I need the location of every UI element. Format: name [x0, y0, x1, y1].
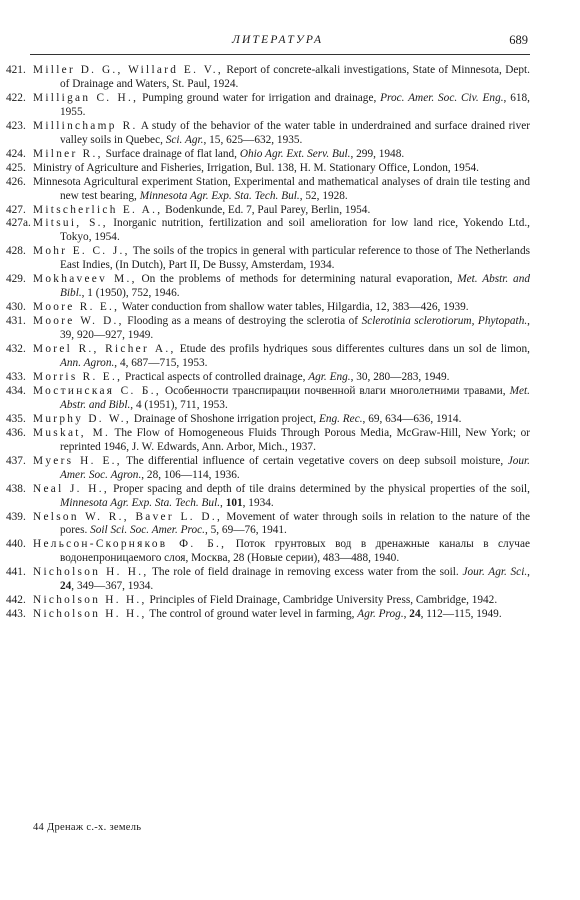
reference-text: The differential influence of certain vegetative covers on deep subsoil moisture, — [121, 454, 508, 467]
reference-entry: 427a.Mitsui, S., Inorganic nutrition, fertilization and soil amelioration for low land rice, Yokendo Ltd., Tokyo, 1954. — [6, 217, 530, 244]
reference-list — [6, 64, 531, 622]
reference-author: Moore W. D., — [33, 315, 124, 328]
reference-entry: 443.Nicholson H. H., The control of ground water level in farming, Agr. Prog., 24, 112—115, 1949. — [6, 608, 502, 621]
reference-text: , — [527, 566, 530, 579]
reference-source: Sclerotinia sclerotiorum, Phytopath. — [361, 315, 528, 328]
reference-entry: 438.Neal J. H., Proper spacing and depth of tile drains determined by the physical properties of the soil, Minnesota Agr. Exp. Sta. Tech. Bul., 101, 1934. — [6, 482, 530, 509]
reference-text: Flooding as a means of destroying the sclerotia of — [123, 315, 362, 328]
reference-text: , 30, 280—283, 1949. — [350, 370, 450, 383]
reference-entry: 439.Nelson W. R., Baver L. D., Movement of water through soils in relation to the nature of the pores. Soil Sci. Soc. Amer. Proc., 5, 69—76, 1941. — [6, 510, 531, 537]
reference-text: , 299, 1948. — [350, 147, 405, 160]
reference-source: Jour. Agr. Sci. — [462, 566, 528, 579]
reference-text: , 112—115, 1949. — [420, 608, 502, 621]
reference-source: Proc. Amer. Soc. Civ. Eng. — [380, 91, 504, 104]
reference-entry: 440.Нельсон-Скорняков Ф. Б., Поток грунтовых вод в дренажные каналы в случае водонепроницаемого слоя, Москва, 28 (Новые серии), 483—488, 1940. — [6, 538, 530, 565]
reference-text: , 349—367, 1934. — [71, 580, 154, 593]
reference-author: Millinchamp R. — [33, 119, 138, 132]
reference-text: , 4, 687—715, 1953. — [114, 357, 208, 370]
reference-text: Principles of Field Drainage, Cambridge University Press, Cambridge, 1942. — [146, 594, 498, 607]
reference-text: Etude des profils hydriques sous differentes cultures dans un sol de limon, — [175, 343, 531, 356]
reference-text: , 28, 106—114, 1936. — [141, 468, 240, 481]
reference-text: A study of the behavior of the water table in underdrained and surface drained river valley soils in Quebec, — [60, 119, 530, 146]
reference-author: Нельсон-Скорняков Ф. Б., — [33, 538, 227, 551]
reference-text: The role of field drainage in removing excess water from the soil. — [148, 566, 463, 579]
reference-text: Practical aspects of controlled drainage, — [122, 370, 309, 383]
reference-author: Moore R. E., — [33, 301, 120, 314]
reference-entry: 427.Mitscherlich E. A., Bodenkunde, Ed. 7, Paul Parey, Berlin, 1954. — [6, 203, 371, 216]
reference-entry: 435.Murphy D. W., Drainage of Shoshone irrigation project, Eng. Rec., 69, 634—636, 1914. — [6, 412, 462, 425]
reference-entry: 437.Myers H. E., The differential influence of certain vegetative covers on deep subsoil moisture, Jour. Amer. Soc. Agron., 28, 106—114, 1936. — [6, 454, 530, 481]
reference-author: Mitsui, S., — [33, 217, 108, 230]
header-rule — [30, 54, 530, 55]
reference-author: Mokhaveev M., — [33, 273, 137, 286]
printer-signature: 44 Дренаж с.-х. земель — [33, 822, 142, 833]
reference-text: Drainage of Shoshone irrigation project, — [131, 412, 319, 425]
reference-text: Report of concrete-alkali investigations, State of Minnesota, Dept. of Drainage and Waters, St. Paul, 1924. — [60, 64, 530, 90]
reference-text: , 69, 634—636, 1914. — [362, 412, 462, 425]
reference-entry: 426.Minnesota Agricultural experiment Station, Experimental and mathematical analyses of drain tile testing and new test bearing, Minnesota Agr. Exp. Sta. Tech. Bul., 52, 1928. — [6, 175, 530, 202]
reference-entry: 423.Millinchamp R. A study of the behavior of the water table in underdrained and surface drained river valley soils in Quebec, Sci. Agr., 15, 625—632, 1935. — [6, 119, 530, 146]
reference-author: Milligan C. H., — [33, 91, 139, 104]
reference-author: Morel R., Richer A., — [33, 343, 176, 356]
reference-text: , 4 (1951), 711, 1953. — [130, 398, 228, 411]
reference-entry: 424.Milner R., Surface drainage of flat land, Ohio Agr. Ext. Serv. Bul., 299, 1948. — [6, 147, 405, 160]
reference-text: Ministry of Agriculture and Fisheries, Irrigation, Bul. 138, H. M. Stationary Office, London, 1954. — [33, 161, 479, 174]
reference-author: Myers H. E., — [33, 454, 122, 467]
reference-entry: 441.Nicholson H. H., The role of field drainage in removing excess water from the soil. Jour. Agr. Sci., 24, 349—367, 1934. — [6, 566, 530, 593]
reference-text: , 52, 1928. — [299, 189, 348, 202]
reference-author: Nicholson H. H., — [33, 594, 147, 607]
reference-text: Water conduction from shallow water tables, Hilgardia, 12, 383—426, 1939. — [119, 301, 469, 314]
reference-text: The control of ground water level in farming, — [146, 608, 358, 621]
reference-source: Met. Abstr. and Bibl. — [60, 273, 530, 300]
reference-author: Nelson W. R., Baver L. D., — [33, 510, 223, 523]
reference-source: Jour. Amer. Soc. Agron. — [60, 454, 530, 481]
reference-source: Minnesota Agr. Exp. Sta. Tech. Bul. — [139, 189, 300, 202]
reference-entry: 433.Morris R. E., Practical aspects of controlled drainage, Agr. Eng., 30, 280—283, 1949. — [6, 370, 450, 383]
reference-volume: 24 — [409, 608, 421, 621]
running-head: ЛИТЕРАТУРА — [232, 34, 324, 46]
reference-entry: 430.Moore R. E., Water conduction from shallow water tables, Hilgardia, 12, 383—426, 1939. — [6, 301, 469, 314]
reference-text: Поток грунтовых вод в дренажные каналы в случае водонепроницаемого слоя, Москва, 28 (Новые серии), 483—488, 1940. — [60, 538, 530, 565]
reference-author: Mohr E. C. J., — [33, 245, 130, 258]
reference-volume: 101 — [225, 496, 243, 509]
reference-entry: 432.Morel R., Richer A., Etude des profils hydriques sous differentes cultures dans un sol de limon, Ann. Agron., 4, 687—715, 1953. — [6, 343, 531, 370]
reference-text: , 39, 920—927, 1949. — [60, 315, 530, 342]
reference-author: Milner R., — [33, 147, 103, 160]
reference-entry: 429.Mokhaveev M., On the problems of methods for determining natural evaporation, Met. Abstr. and Bibl., 1 (1950), 752, 1946. — [6, 273, 530, 300]
reference-source: Eng. Rec. — [318, 412, 363, 425]
reference-author: Morris R. E., — [33, 370, 123, 383]
reference-entry: 425.Ministry of Agriculture and Fisheries, Irrigation, Bul. 138, H. M. Stationary Office, London, 1954. — [6, 161, 479, 174]
reference-text: Proper spacing and depth of tile drains determined by the physical properties of the soil, — [108, 482, 530, 495]
reference-author: Mitscherlich E. A., — [33, 203, 163, 216]
page-number: 689 — [509, 33, 528, 47]
reference-text: , 15, 625—632, 1935. — [203, 133, 303, 146]
reference-entry: 421.Miller D. G., Willard E. V., Report of concrete-alkali investigations, State of Minnesota, Dept. of Drainage and Waters, St. Paul, 1924. — [6, 64, 530, 90]
reference-volume: 24 — [60, 580, 72, 593]
reference-text: Surface drainage of flat land, — [102, 147, 240, 160]
reference-entry: 442.Nicholson H. H., Principles of Field Drainage, Cambridge University Press, Cambridge, 1942. — [6, 594, 498, 607]
reference-author: Murphy D. W., — [33, 412, 132, 425]
reference-entry: 428.Mohr E. C. J., The soils of the tropics in general with particular reference to those of The Netherlands East Indies, (In Dutch), Part II, De Bussy, Amsterdam, 1934. — [6, 245, 531, 272]
reference-entry: 436.Muskat, M. The Flow of Homogeneous Fluids Through Porous Media, McGraw-Hill, New York; or reprinted 1946, J. W. Edwards, Ann. Arbor, Mich., 1937. — [6, 426, 530, 453]
reference-source: Minnesota Agr. Exp. Sta. Tech. Bul. — [60, 496, 221, 509]
reference-author: Muskat, M. — [33, 426, 111, 439]
reference-source: Agr. Eng. — [308, 370, 351, 383]
reference-text: Pumping ground water for irrigation and drainage, — [138, 91, 381, 104]
reference-entry: 431.Moore W. D., Flooding as a means of destroying the sclerotia of Sclerotinia sclerotiorum, Phytopath., 39, 920—927, 1949. — [6, 315, 530, 342]
reference-author: Мостинская С. Б., — [33, 384, 161, 397]
reference-text: , 5, 69—76, 1941. — [204, 524, 287, 537]
reference-source: Sci. Agr. — [165, 133, 204, 146]
reference-text: , — [403, 608, 410, 621]
reference-text: Особенности транспирации почвенной влаги многолетними травами, — [160, 384, 510, 397]
reference-author: Nicholson H. H., — [33, 566, 149, 579]
reference-text: On the problems of methods for determining natural evaporation, — [136, 273, 458, 286]
reference-source: Ohio Agr. Ext. Serv. Bul. — [239, 147, 351, 160]
reference-text: , 618, 1955. — [60, 91, 530, 118]
reference-text: The soils of the tropics in general with particular reference to those of The Netherlands East Indies, (In Dutch), Part II, De Bussy, Amsterdam, 1934. — [60, 245, 531, 272]
reference-author: Nicholson H. H., — [33, 608, 147, 621]
reference-entry: 422.Milligan C. H., Pumping ground water for irrigation and drainage, Proc. Amer. Soc. Civ. Eng., 618, 1955. — [6, 91, 530, 118]
reference-source: Agr. Prog. — [357, 608, 404, 621]
reference-source: Ann. Agron. — [60, 357, 115, 370]
reference-text: Movement of water through soils in relation to the nature of the pores. — [60, 510, 531, 537]
reference-text: Inorganic nutrition, fertilization and soil amelioration for low land rice, Yokendo Ltd., Tokyo, 1954. — [60, 217, 530, 244]
reference-text: Minnesota Agricultural experiment Station, Experimental and mathematical analyses of drain tile testing and new test bearing, — [33, 175, 530, 202]
reference-text: , — [220, 496, 226, 509]
reference-source: Met. Abstr. and Bibl. — [60, 384, 530, 411]
reference-text: , 1 (1950), 752, 1946. — [81, 287, 180, 300]
reference-author: Miller D. G., Willard E. V., — [33, 64, 223, 76]
reference-author: Neal J. H., — [33, 482, 109, 495]
reference-text: , 1934. — [242, 496, 274, 509]
reference-text: The Flow of Homogeneous Fluids Through Porous Media, McGraw-Hill, New York; or reprinted 1946, J. W. Edwards, Ann. Arbor, Mich., 1937. — [60, 426, 530, 453]
reference-source: Soil Sci. Soc. Amer. Proc. — [90, 524, 205, 537]
reference-text: Bodenkunde, Ed. 7, Paul Parey, Berlin, 1954. — [162, 203, 371, 216]
reference-entry: 434.Мостинская С. Б., Особенности транспирации почвенной влаги многолетними травами, Met. Abstr. and Bibl., 4 (1951), 711, 1953. — [6, 384, 530, 411]
